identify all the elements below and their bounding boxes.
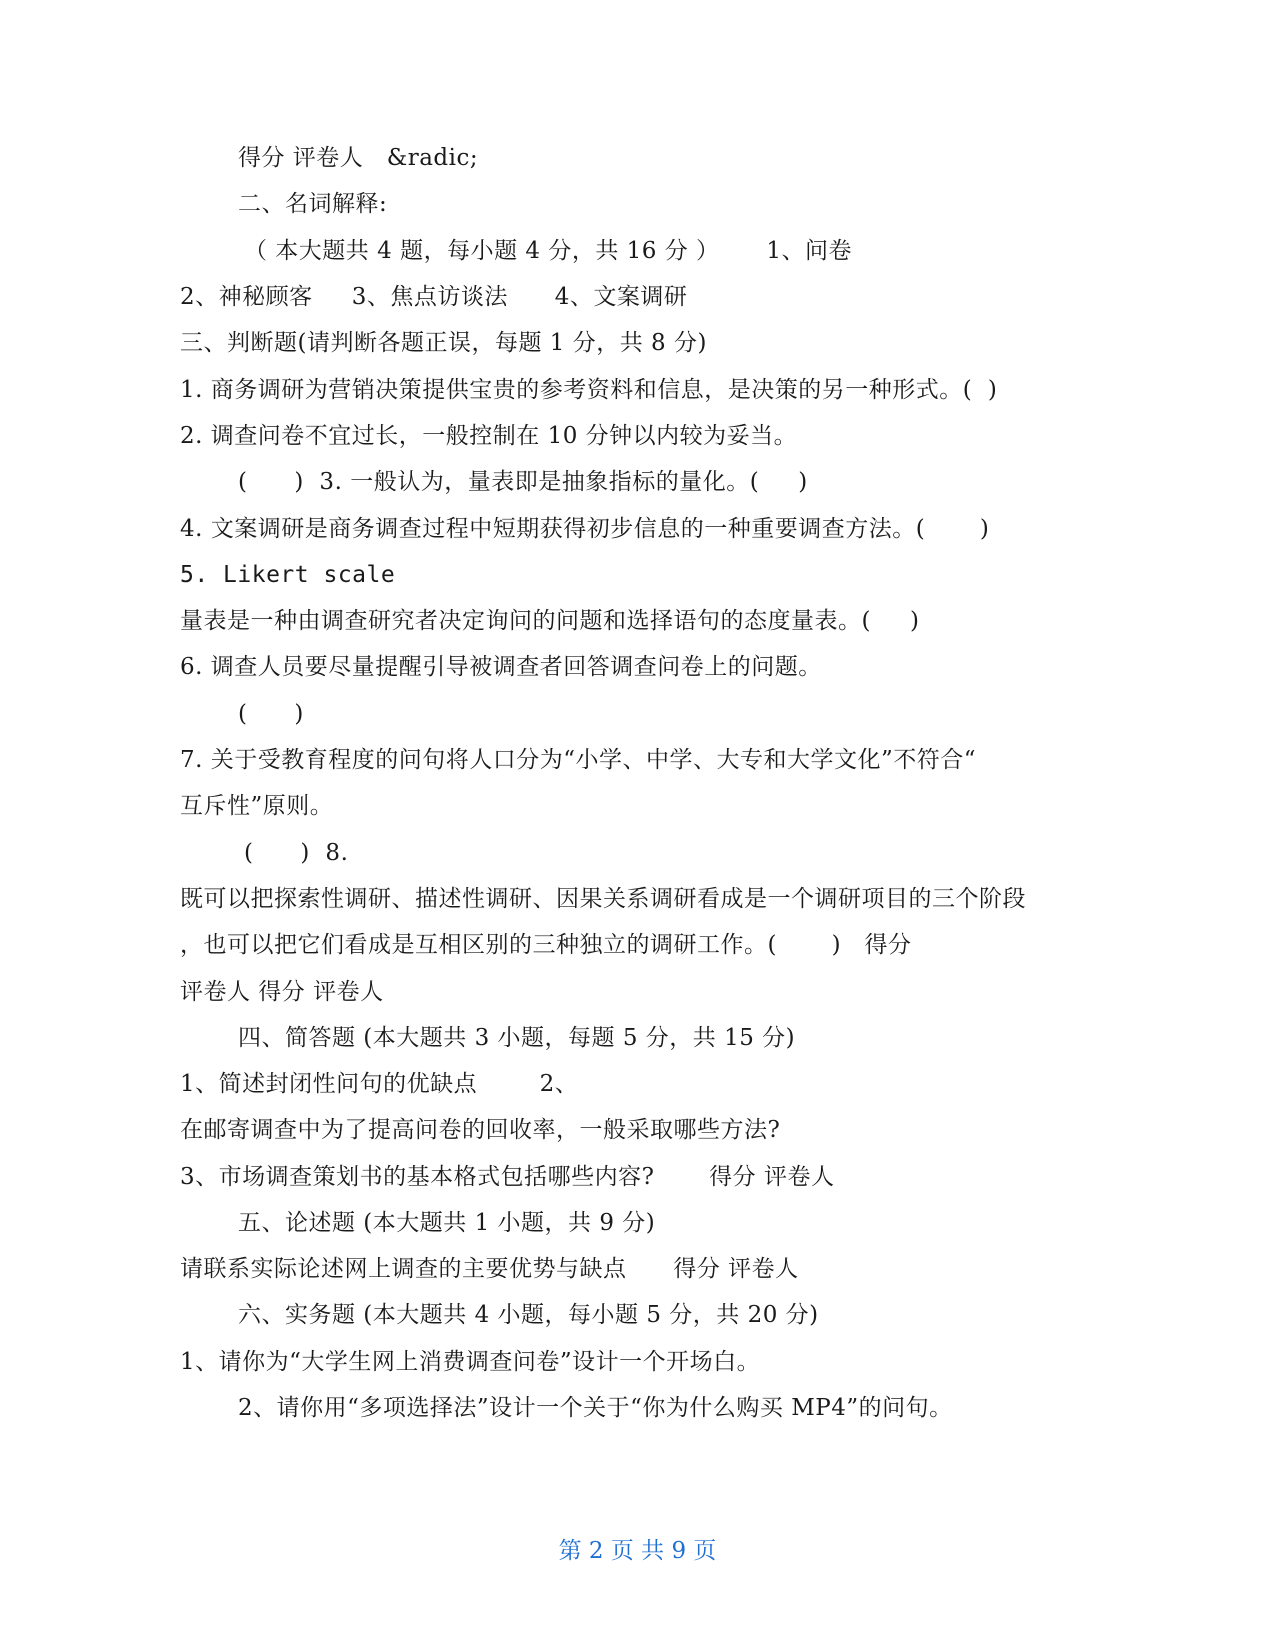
question-7: 7. 关于受教育程度的问句将人口分为“小学、中学、大专和大学文化”不符合“ <box>180 747 977 773</box>
question-6-answer: ( ) <box>238 701 304 727</box>
essay-question: 请联系实际论述网上调查的主要优势与缺点 得分 评卷人 <box>180 1256 799 1282</box>
practical-1: 1、请你为“大学生网上消费调查问卷”设计一个开场白。 <box>180 1349 761 1375</box>
short-answer-1: 1、简述封闭性问句的优缺点 2、 <box>180 1071 579 1097</box>
question-6: 6. 调查人员要尽量提醒引导被调查者回答调查问卷上的问题。 <box>180 654 822 680</box>
section-6-heading: 六、实务题 (本大题共 4 小题，每小题 5 分，共 20 分) <box>238 1302 819 1328</box>
section-5-heading: 五、论述题 (本大题共 1 小题，共 9 分) <box>238 1210 656 1236</box>
page-number: 第 2 页 共 9 页 <box>558 1538 717 1564</box>
short-answer-3: 3、市场调查策划书的基本格式包括哪些内容? 得分 评卷人 <box>180 1164 835 1190</box>
question-4: 4. 文案调研是商务调查过程中短期获得初步信息的一种重要调查方法。( ) <box>180 516 990 542</box>
question-7-answer: ( ) 8. <box>244 840 349 866</box>
section-2-terms: 2、神秘顾客 3、焦点访谈法 4、文案调研 <box>180 284 688 310</box>
question-1: 1. 商务调研为营销决策提供宝贵的参考资料和信息，是决策的另一种形式。( ) <box>180 377 998 403</box>
practical-2: 2、请你用“多项选择法”设计一个关于“你为什么购买 MP4”的问句。 <box>238 1395 953 1421</box>
question-8: 既可以把探索性调研、描述性调研、因果关系调研看成是一个调研项目的三个阶段 <box>180 886 1026 912</box>
question-7-cont: 互斥性”原则。 <box>180 793 334 819</box>
section-4-heading: 四、简答题 (本大题共 3 小题，每题 5 分，共 15 分) <box>238 1025 796 1051</box>
question-8-cont: ，也可以把它们看成是互相区别的三种独立的调研工作。( ) 得分 <box>180 932 912 958</box>
score-header-2: 评卷人 得分 评卷人 <box>180 979 384 1005</box>
section-2-heading: 二、名词解释: <box>238 191 388 217</box>
question-5-title: 5. Likert scale <box>180 562 396 588</box>
section-2-note: （ 本大题共 4 题，每小题 4 分，共 16 分 ） 1、问卷 <box>244 238 853 264</box>
short-answer-2: 在邮寄调查中为了提高问卷的回收率，一般采取哪些方法? <box>180 1117 781 1143</box>
section-3-heading: 三、判断题(请判断各题正误，每题 1 分，共 8 分) <box>180 330 707 356</box>
question-5-body: 量表是一种由调查研究者决定询问的问题和选择语句的态度量表。( ) <box>180 608 920 634</box>
question-3: ( ) 3. 一般认为，量表即是抽象指标的量化。( ) <box>238 469 808 495</box>
question-2: 2. 调查问卷不宜过长，一般控制在 10 分钟以内较为妥当。 <box>180 423 798 449</box>
score-header-1: 得分 评卷人 &radic; <box>238 145 479 171</box>
